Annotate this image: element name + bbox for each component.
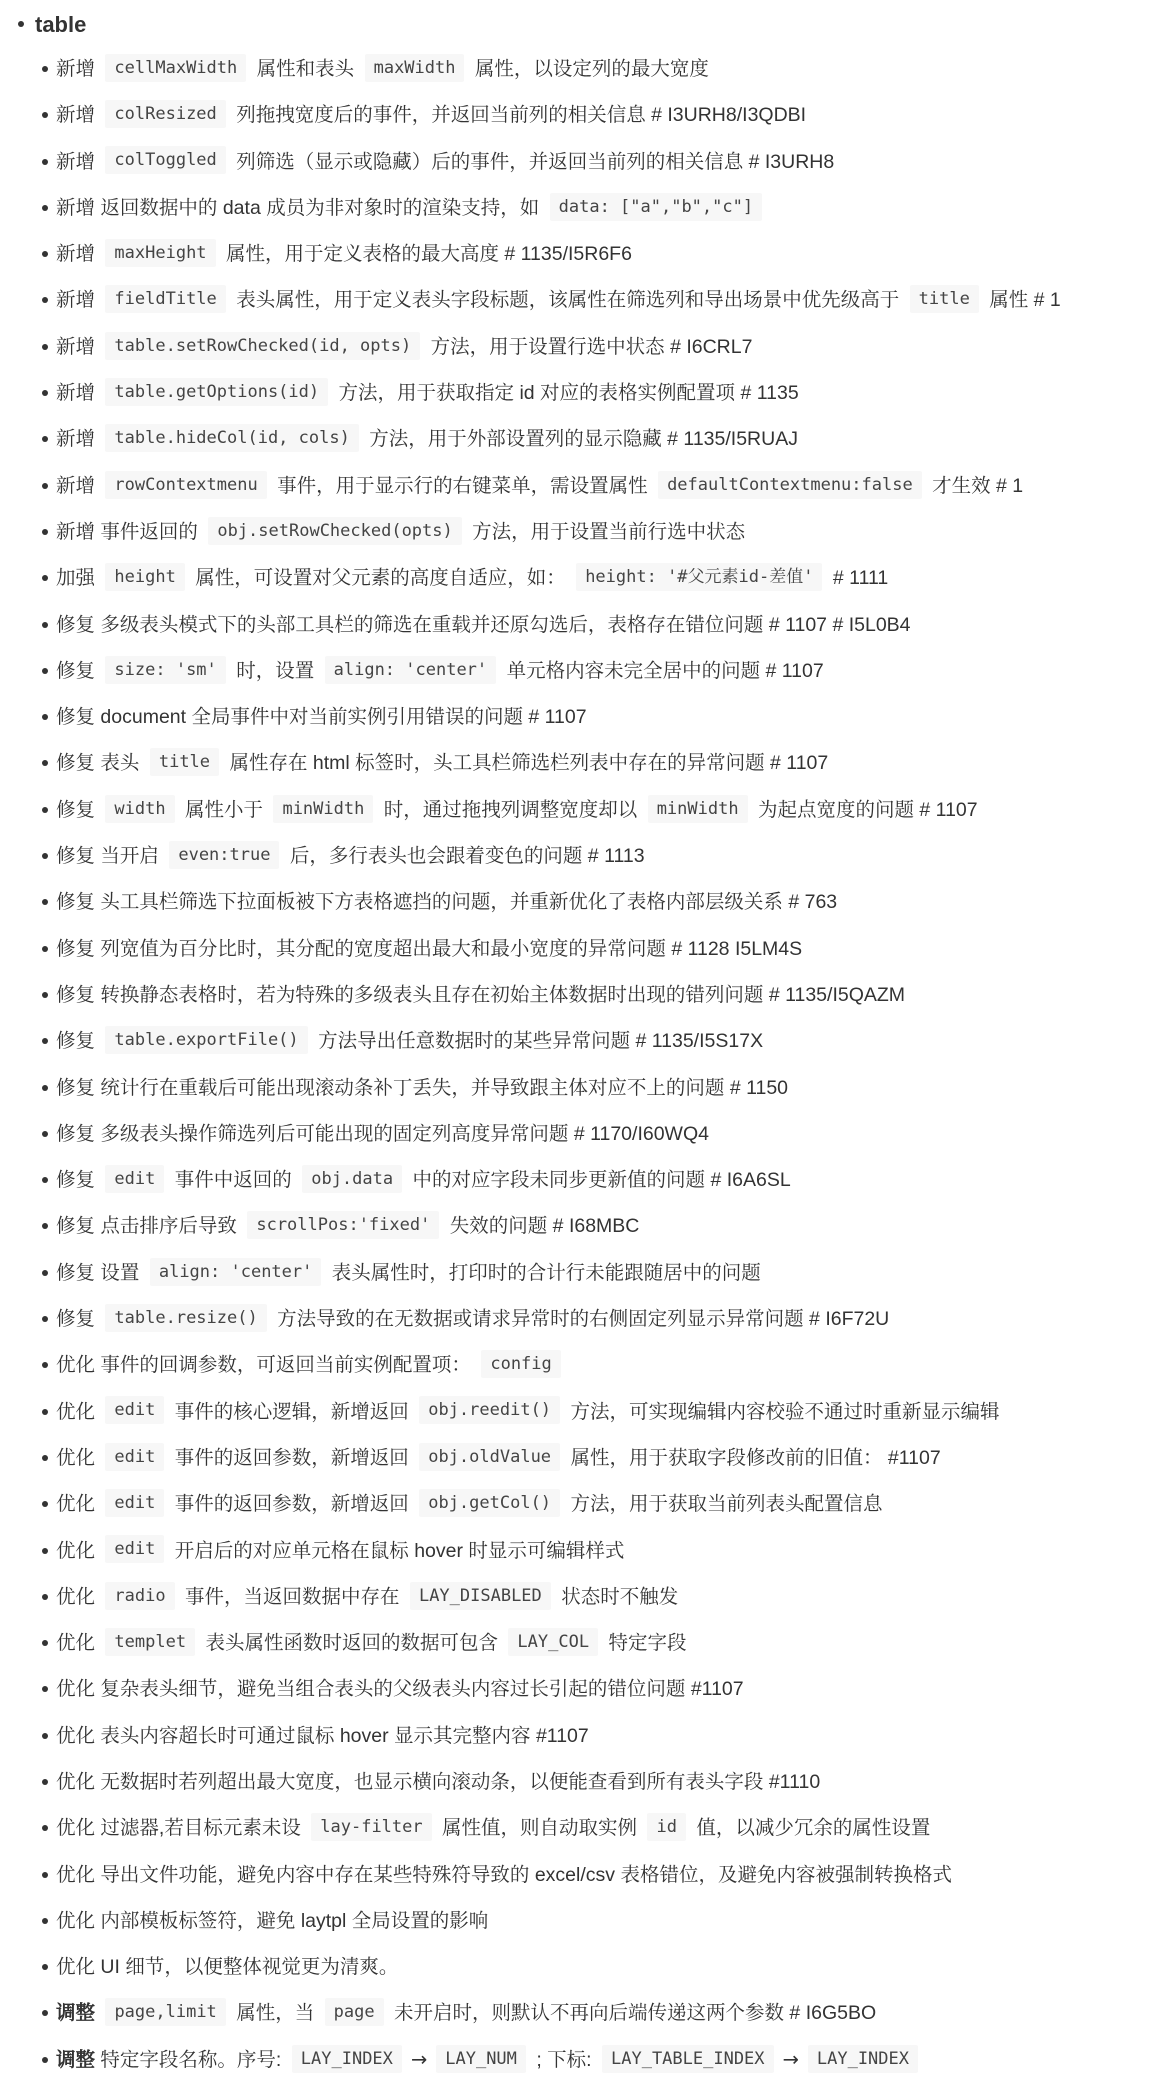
item-text: 修复 统计行在重载后可能出现滚动条补丁丢失，并导致跟主体对应不上的问题 # 1150 [56, 1076, 789, 1099]
item-text: 优化 [56, 1539, 101, 1562]
inline-code: LAY_INDEX [292, 2045, 402, 2073]
section-title: table [35, 12, 87, 37]
changelog-item [35, 139, 1153, 185]
item-text: 新增 [56, 428, 101, 451]
inline-code: align: 'center' [150, 1258, 322, 1286]
item-text: 修复 [56, 1308, 101, 1331]
item-text: 优化 [56, 1400, 101, 1423]
changelog-item [35, 1944, 1153, 1990]
inline-code: height [105, 563, 184, 591]
item-text: # 1111 [827, 567, 889, 590]
item-text: 为起点宽度的问题 # 1107 [752, 798, 978, 821]
changelog-item [35, 1157, 1153, 1203]
item-text: 修复 表头 [56, 752, 145, 775]
changelog-item-list [35, 46, 1153, 2083]
changelog-item [35, 370, 1153, 416]
inline-code: maxWidth [365, 54, 465, 82]
changelog-item [35, 92, 1153, 138]
changelog-item [35, 46, 1153, 92]
inline-code: edit [105, 1443, 164, 1471]
changelog-item [35, 1065, 1153, 1111]
item-text: 表头属性函数时返回的数据可包含 [200, 1632, 504, 1655]
inline-code: obj.setRowChecked(opts) [208, 517, 461, 545]
item-text: 事件中返回的 [169, 1169, 298, 1192]
inline-code: height: '#父元素id-差值' [576, 563, 822, 591]
item-text: 事件，用于显示行的右键菜单，需设置属性 [271, 474, 654, 497]
changelog-item [35, 602, 1153, 648]
item-text: 修复 [56, 1030, 101, 1053]
item-text: 修复 头工具栏筛选下拉面板被下方表格遮挡的问题，并重新优化了表格内部层级关系 # 763 [56, 891, 838, 914]
item-text: 时，设置 [230, 659, 320, 682]
inline-code: obj.reedit() [419, 1396, 560, 1424]
changelog-item [35, 1111, 1153, 1157]
inline-code: table.setRowChecked(id, opts) [105, 332, 420, 360]
changelog-item [35, 1342, 1153, 1388]
inline-code: table.hideCol(id, cols) [105, 424, 358, 452]
changelog-item [35, 1713, 1153, 1759]
item-text: 新增 返回数据中的 data 成员为非对象时的渲染支持，如 [56, 196, 545, 219]
changelog-item [35, 1528, 1153, 1574]
changelog-item [35, 555, 1153, 601]
item-text: 时，通过拖拽列调整宽度却以 [378, 798, 643, 821]
changelog-item [35, 740, 1153, 786]
inline-code: align: 'center' [325, 656, 497, 684]
changelog-item [35, 463, 1153, 509]
item-text: 方法，用于获取指定 id 对应的表格实例配置项 # 1135 [333, 382, 799, 405]
changelog-item [35, 2037, 1153, 2083]
item-text: 新增 事件返回的 [56, 520, 204, 543]
item-text: 修复 多级表头模式下的头部工具栏的筛选在重载并还原勾选后，表格存在错位问题 # 1107 # I5L0B4 [56, 613, 911, 636]
item-text: 属性，用于获取字段修改前的旧值： #1107 [565, 1446, 941, 1469]
inline-code: colResized [105, 100, 225, 128]
inline-code: edit [105, 1165, 164, 1193]
inline-code: size: 'sm' [105, 656, 225, 684]
inline-code: table.exportFile() [105, 1026, 307, 1054]
item-text: 值，以减少冗余的属性设置 [690, 1817, 931, 1840]
inline-code: id [647, 1813, 685, 1841]
item-text: 修复 转换静态表格时，若为特殊的多级表头且存在初始主体数据时出现的错列问题 # 1135/I5QAZM [56, 983, 906, 1006]
inline-code: radio [105, 1582, 174, 1610]
inline-code: page [325, 1998, 384, 2026]
item-text [95, 2002, 100, 2024]
item-text: 修复 [56, 798, 101, 821]
inline-code: LAY_INDEX [808, 2045, 918, 2073]
item-text: 属性和表头 [251, 58, 360, 80]
changelog-item [35, 1898, 1153, 1944]
inline-code: fieldTitle [105, 285, 225, 313]
item-text: 事件，当返回数据中存在 [179, 1585, 405, 1608]
item-text: 优化 表头内容超长时可通过鼠标 hover 显示其完整内容 #1107 [56, 1724, 589, 1747]
changelog-item [35, 324, 1153, 370]
inline-code: obj.oldValue [419, 1443, 560, 1471]
item-text: 新增 [56, 104, 101, 127]
changelog-item [35, 648, 1153, 694]
inline-code: config [481, 1350, 560, 1378]
item-text: 方法，用于获取当前列表头配置信息 [565, 1493, 883, 1516]
item-text: 新增 [56, 150, 101, 173]
changelog-item [35, 416, 1153, 462]
item-text: 优化 [56, 1493, 101, 1516]
changelog-item [35, 1574, 1153, 1620]
item-text: 修复 设置 [56, 1261, 145, 1284]
item-text: 属性，用于定义表格的最大高度 # 1135/I5R6F6 [220, 243, 632, 266]
inline-code: obj.getCol() [419, 1489, 560, 1517]
item-text: 优化 UI 细节，以便整体视觉更为清爽。 [56, 1956, 399, 1979]
changelog-item [35, 1805, 1153, 1851]
item-text: 事件的返回参数，新增返回 [169, 1493, 415, 1516]
item-text: 属性小于 [179, 798, 269, 821]
item-text: 属性值，则自动取实例 [436, 1817, 643, 1840]
item-text: 优化 [56, 1446, 101, 1469]
inline-code: obj.data [302, 1165, 402, 1193]
inline-code: edit [105, 1396, 164, 1424]
item-text: 属性，可设置对父元素的高度自适应，如： [189, 567, 572, 590]
inline-code: LAY_NUM [436, 2045, 526, 2073]
changelog-item [35, 231, 1153, 277]
item-keyword: 调整 [56, 2048, 96, 2071]
changelog-item [35, 1250, 1153, 1296]
item-text: 单元格内容未完全居中的问题 # 1107 [501, 659, 824, 682]
changelog-item [35, 1990, 1153, 2036]
item-text: 修复 点击排序后导致 [56, 1215, 243, 1238]
inline-code: defaultContextmenu:false [658, 471, 922, 499]
item-text: 方法，可实现编辑内容校验不通过时重新显示编辑 [565, 1400, 1000, 1423]
changelog-item [35, 509, 1153, 555]
item-text: 方法导致的在无数据或请求异常时的右侧固定列显示异常问题 # I6F72U [271, 1308, 890, 1331]
item-text: 事件的核心逻辑，新增返回 [169, 1400, 415, 1423]
item-text: 特定字段名称。序号: [95, 2048, 287, 2071]
item-text: 状态时不触发 [555, 1585, 679, 1608]
inline-code: LAY_COL [508, 1628, 598, 1656]
changelog-item [35, 1018, 1153, 1064]
item-text: 方法，用于设置行选中状态 # I6CRL7 [425, 335, 753, 358]
item-text: 属性存在 html 标签时，头工具栏筛选栏列表中存在的异常问题 # 1107 [224, 752, 829, 775]
item-text: 中的对应字段未同步更新值的问题 # I6A6SL [407, 1169, 791, 1192]
item-text: 优化 复杂表头细节，避免当组合表头的父级表头内容过长引起的错位问题 #1107 [56, 1678, 744, 1701]
item-text: 属性，以设定列的最大宽度 [469, 58, 709, 80]
item-text: 优化 [56, 1585, 101, 1608]
arrow-icon: → [782, 2047, 799, 2071]
item-text: 新增 [56, 382, 101, 405]
inline-code: minWidth [273, 795, 373, 823]
changelog-item [35, 833, 1153, 879]
inline-code: title [910, 285, 979, 313]
changelog-item [35, 1759, 1153, 1805]
inline-code: lay-filter [311, 1813, 431, 1841]
item-text: 事件的返回参数，新增返回 [169, 1446, 415, 1469]
inline-code: maxHeight [105, 239, 215, 267]
changelog-item [35, 185, 1153, 231]
changelog-item [35, 1620, 1153, 1666]
changelog-item [35, 1852, 1153, 1898]
inline-code: edit [105, 1535, 164, 1563]
item-text: 失效的问题 # I68MBC [444, 1215, 640, 1238]
inline-code: even:true [169, 841, 279, 869]
item-text: 方法导出任意数据时的某些异常问题 # 1135/I5S17X [312, 1030, 764, 1053]
inline-code: scrollPos:'fixed' [247, 1211, 439, 1239]
inline-code: templet [105, 1628, 195, 1656]
item-text: 属性 # 1 [983, 289, 1061, 312]
item-text: 优化 无数据时若列超出最大宽度，也显示横向滚动条，以便能查看到所有表头字段 #1110 [56, 1770, 821, 1793]
item-text: ; 下标: [530, 2048, 597, 2071]
inline-code: LAY_DISABLED [410, 1582, 551, 1610]
item-text: 修复 [56, 659, 101, 682]
inline-code: data: ["a","b","c"] [550, 193, 762, 221]
item-text: 新增 [56, 58, 101, 80]
changelog-item [35, 1389, 1153, 1435]
inline-code: title [150, 748, 219, 776]
item-text: 修复 [56, 1169, 101, 1192]
changelog-item [35, 926, 1153, 972]
changelog-item [35, 1481, 1153, 1527]
item-text: 列拖拽宽度后的事件，并返回当前列的相关信息 # I3URH8/I3QDBI [230, 104, 807, 127]
item-text: 表头属性时，打印时的合计行未能跟随居中的问题 [326, 1261, 761, 1284]
item-text: 加强 [56, 567, 101, 590]
changelog-item [35, 972, 1153, 1018]
changelog-item [35, 787, 1153, 833]
changelog-item [35, 1666, 1153, 1712]
inline-code: page,limit [105, 1998, 225, 2026]
item-text: 新增 [56, 474, 101, 497]
changelog-item [35, 879, 1153, 925]
item-text: 后，多行表头也会跟着变色的问题 # 1113 [284, 845, 645, 868]
item-text: 新增 [56, 243, 101, 266]
changelog-item [35, 1203, 1153, 1249]
inline-code: rowContextmenu [105, 471, 266, 499]
item-text: 优化 [56, 1632, 101, 1655]
item-text: 优化 事件的回调参数，可返回当前实例配置项： [56, 1354, 477, 1377]
item-text: 优化 内部模板标签符，避免 laytpl 全局设置的影响 [56, 1909, 489, 1932]
changelog-item [35, 277, 1153, 323]
item-text: 列筛选（显示或隐藏）后的事件，并返回当前列的相关信息 # I3URH8 [230, 150, 835, 173]
item-text: 修复 列宽值为百分比时，其分配的宽度超出最大和最小宽度的异常问题 # 1128 I5LM4S [56, 937, 803, 960]
item-text: 修复 多级表头操作筛选列后可能出现的固定列高度异常问题 # 1170/I60WQ4 [56, 1122, 709, 1145]
item-text: 开启后的对应单元格在鼠标 hover 时显示可编辑样式 [169, 1539, 625, 1562]
inline-code: width [105, 795, 174, 823]
inline-code: table.getOptions(id) [105, 378, 328, 406]
changelog-item [35, 1296, 1153, 1342]
item-text: 优化 过滤器,若目标元素未设 [56, 1817, 307, 1840]
inline-code: edit [105, 1489, 164, 1517]
item-text: 特定字段 [603, 1632, 687, 1655]
item-text: 修复 document 全局事件中对当前实例引用错误的问题 # 1107 [56, 706, 587, 729]
item-text: 修复 当开启 [56, 845, 165, 868]
inline-code: colToggled [105, 146, 225, 174]
item-text: 方法，用于设置当前行选中状态 [466, 520, 746, 543]
arrow-icon: → [410, 2047, 428, 2071]
item-text: 新增 [56, 335, 101, 358]
inline-code: table.resize() [105, 1304, 266, 1332]
inline-code: minWidth [648, 795, 748, 823]
item-text: 表头属性，用于定义表头字段标题，该属性在筛选列和导出场景中优先级高于 [230, 289, 905, 312]
item-text: 方法，用于外部设置列的显示隐藏 # 1135/I5RUAJ [363, 428, 798, 451]
item-text: 新增 [56, 289, 101, 312]
changelog-item [35, 1435, 1153, 1481]
changelog-item [35, 694, 1153, 740]
inline-code: cellMaxWidth [105, 54, 246, 82]
item-text: 优化 导出文件功能，避免内容中存在某些特殊符导致的 excel/csv 表格错位，及避免内容被强制转换格式 [56, 1863, 952, 1886]
item-text: 未开启时，则默认不再向后端传递这两个参数 # I6G5BO [388, 2002, 877, 2025]
item-keyword: 调整 [56, 2002, 96, 2025]
item-text: 才生效 # 1 [926, 474, 1024, 497]
item-text: 属性，当 [230, 2002, 320, 2025]
inline-code: LAY_TABLE_INDEX [602, 2045, 774, 2073]
